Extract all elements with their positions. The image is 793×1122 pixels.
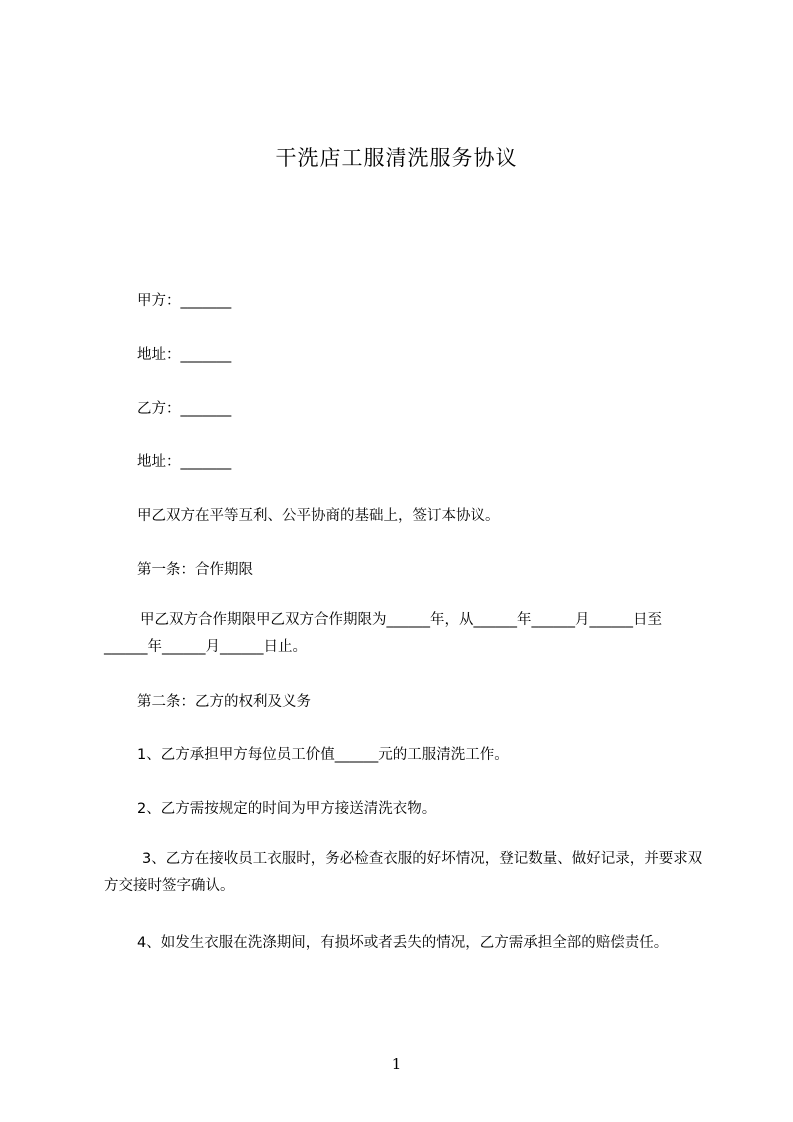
clause-4: 4、如发生衣服在洗涤期间，有损坏或者丢失的情况，乙方需承担全部的赔偿责任。 [137, 935, 669, 951]
clause-2: 2、乙方需按规定的时间为甲方接送清洗衣物。 [137, 801, 437, 817]
article-2-heading: 第二条：乙方的权利及义务 [137, 694, 311, 710]
clause-3: 3、乙方在接收员工衣服时，务必检查衣服的好坏情况，登记数量、做好记录，并要求双方交接时签字确认。 [104, 851, 703, 894]
article-1-paragraph: 甲乙双方合作期限甲乙双方合作期限为______年，从______年______月______日至______年______月______日止。 [104, 612, 662, 655]
clause-1: 1、乙方承担甲方每位员工价值______元的工服清洗工作。 [137, 747, 509, 763]
document-title: 干洗店工服清洗服务协议 [275, 146, 518, 170]
page-number: 1 [391, 1055, 402, 1073]
preamble-paragraph: 甲乙双方在平等互利、公平协商的基础上，签订本协议。 [137, 508, 500, 524]
article-1-heading: 第一条：合作期限 [137, 562, 253, 578]
party-a-field: 甲方：_______ [137, 293, 232, 309]
party-b-address-field: 地址：_______ [137, 454, 232, 470]
party-a-address-field: 地址：_______ [137, 347, 232, 363]
party-b-field: 乙方：_______ [137, 401, 232, 417]
